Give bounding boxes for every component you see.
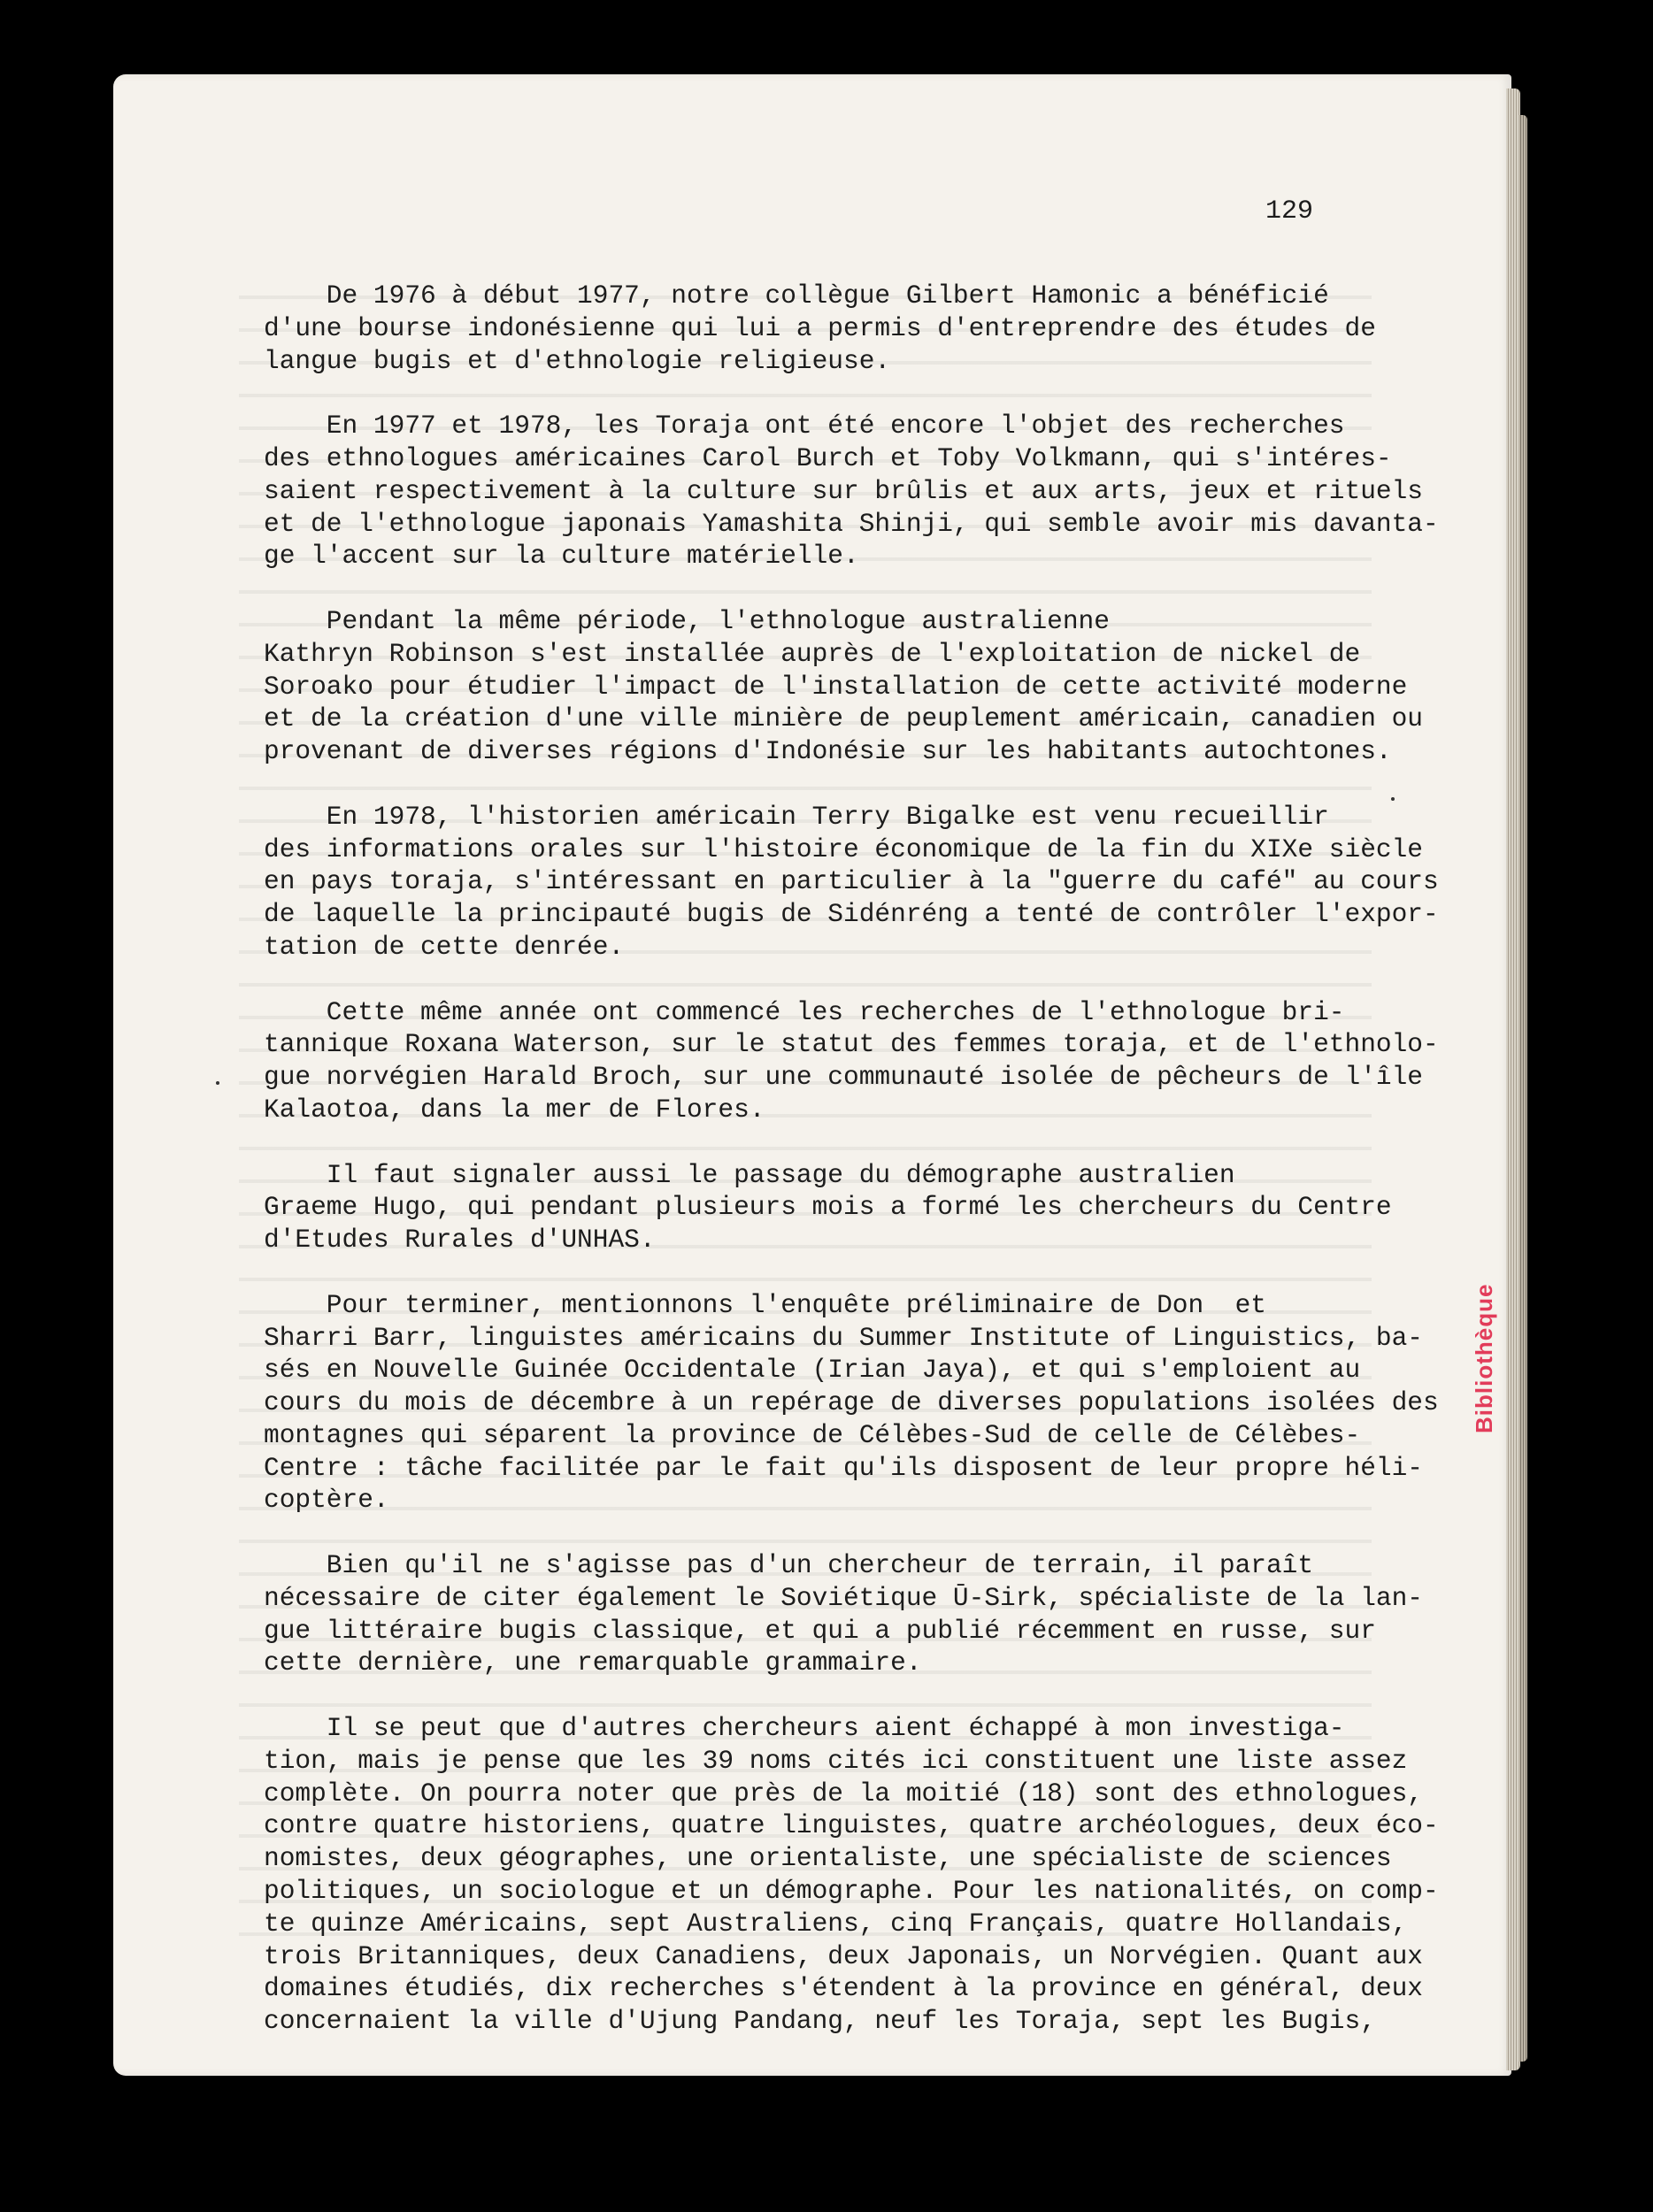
text-line: coptère. (264, 1485, 389, 1516)
text-line: tion, mais je pense que les 39 noms cités ici constituent une liste assez (264, 1745, 1408, 1776)
text-line: Il se peut que d'autres chercheurs aient échappé à mon investiga- (264, 1713, 1345, 1744)
paragraph (264, 1289, 1439, 1517)
margin-mark (1391, 797, 1395, 801)
library-edge-stamp (1469, 1018, 1499, 1433)
text-line: Kalaotoa, dans la mer de Flores. (264, 1094, 765, 1125)
text-line: Kathryn Robinson s'est installée auprès de l'exploitation de nickel de (264, 638, 1361, 669)
text-line: des informations orales sur l'histoire économique de la fin du XIXe siècle (264, 833, 1424, 864)
text-line: complète. On pourra noter que près de la moitié (18) sont des ethnologues, (264, 1778, 1424, 1809)
text-line: sés en Nouvelle Guinée Occidentale (Irian Jaya), et qui s'emploient au (264, 1355, 1361, 1386)
text-line: En 1977 et 1978, les Toraja ont été encore l'objet des recherches (264, 411, 1345, 442)
paragraph (264, 1712, 1439, 2038)
text-line: montagnes qui séparent la province de Célèbes-Sud de celle de Célèbes- (264, 1419, 1361, 1450)
text-line: Bien qu'il ne s'agisse pas d'un chercheur de terrain, il paraît (264, 1550, 1314, 1581)
text-line: gue norvégien Harald Broch, sur une communauté isolée de pêcheurs de l'île (264, 1062, 1424, 1093)
text-line: Pour terminer, mentionnons l'enquête préliminaire de Don et (264, 1289, 1266, 1320)
text-line: tation de cette denrée. (264, 931, 625, 962)
text-line: Cette même année ont commencé les recherches de l'ethnologue bri- (264, 996, 1345, 1027)
text-line: en pays toraja, s'intéressant en particulier à la "guerre du café" au cours (264, 866, 1439, 897)
text-line: politiques, un sociologue et un démographe. Pour les nationalités, on comp- (264, 1876, 1439, 1907)
text-line: d'une bourse indonésienne qui lui a permis d'entreprendre des études de (264, 312, 1376, 343)
text-line: nécessaire de citer également le Soviétique Ū-Sirk, spécialiste de la lan- (264, 1582, 1424, 1613)
paragraph (264, 1549, 1424, 1679)
margin-mark (216, 1081, 219, 1085)
text-line: des ethnologues américaines Carol Burch et Toby Volkmann, qui s'intéres- (264, 442, 1392, 473)
text-line: Pendant la même période, l'ethnologue australienne (264, 605, 1110, 636)
paragraph (264, 996, 1439, 1126)
page-edges-back (1518, 115, 1527, 2062)
text-line: et de l'ethnologue japonais Yamashita Shinji, qui semble avoir mis davanta- (264, 508, 1439, 539)
text-line: d'Etudes Rurales d'UNHAS. (264, 1225, 656, 1256)
text-line: cette dernière, une remarquable grammaire. (264, 1647, 922, 1678)
paragraph (264, 605, 1424, 768)
text-line: Centre : tâche facilitée par le fait qu'ils disposent de leur propre héli- (264, 1452, 1424, 1483)
text-line: provenant de diverses régions d'Indonésie sur les habitants autochtones. (264, 736, 1392, 767)
text-line: saient respectivement à la culture sur brûlis et aux arts, jeux et rituels (264, 475, 1424, 506)
text-line: Il faut signaler aussi le passage du démographe australien (264, 1159, 1235, 1190)
text-line: Soroako pour étudier l'impact de l'installation de cette activité moderne (264, 671, 1408, 702)
text-line: En 1978, l'historien américain Terry Bigalke est venu recueillir (264, 801, 1329, 832)
text-line: concernaient la ville d'Ujung Pandang, neuf les Toraja, sept les Bugis, (264, 2006, 1376, 2037)
body-text (264, 280, 1439, 2038)
page-number: 129 (1265, 196, 1314, 227)
text-line: De 1976 à début 1977, notre collègue Gilbert Hamonic a bénéficié (264, 280, 1329, 311)
text-line: Sharri Barr, linguistes américains du Summer Institute of Linguistics, ba- (264, 1322, 1424, 1353)
text-line: et de la création d'une ville minière de peuplement américain, canadien ou (264, 703, 1424, 734)
text-line: langue bugis et d'ethnologie religieuse. (264, 345, 891, 376)
text-line: trois Britanniques, deux Canadiens, deux Japonais, un Norvégien. Quant aux (264, 1940, 1424, 1971)
text-line: tannique Roxana Waterson, sur le statut des femmes toraja, et de l'ethnolo- (264, 1029, 1439, 1060)
text-line: de laquelle la principauté bugis de Sidénréng a tenté de contrôler l'expor- (264, 899, 1439, 930)
text-line: gue littéraire bugis classique, et qui a publié récemment en russe, sur (264, 1615, 1376, 1646)
text-line: te quinze Américains, sept Australiens, cinq Français, quatre Hollandais, (264, 1908, 1408, 1939)
paragraph (264, 801, 1439, 964)
text-line: contre quatre historiens, quatre linguistes, quatre archéologues, deux éco- (264, 1810, 1439, 1841)
paragraph (264, 280, 1379, 377)
text-line: domaines étudiés, dix recherches s'étendent à la province en général, deux (264, 1973, 1424, 2004)
text-line: ge l'accent sur la culture matérielle. (264, 541, 859, 572)
text-line: nomistes, deux géographes, une orientaliste, une spécialiste de sciences (264, 1843, 1392, 1874)
paragraph (264, 1159, 1392, 1256)
paragraph (264, 410, 1439, 572)
library-stamp-text: Bibliothèque (1471, 1283, 1497, 1433)
text-line: Graeme Hugo, qui pendant plusieurs mois a formé les chercheurs du Centre (264, 1192, 1392, 1223)
text-line: cours du mois de décembre à un repérage de diverses populations isolées des (264, 1387, 1439, 1418)
